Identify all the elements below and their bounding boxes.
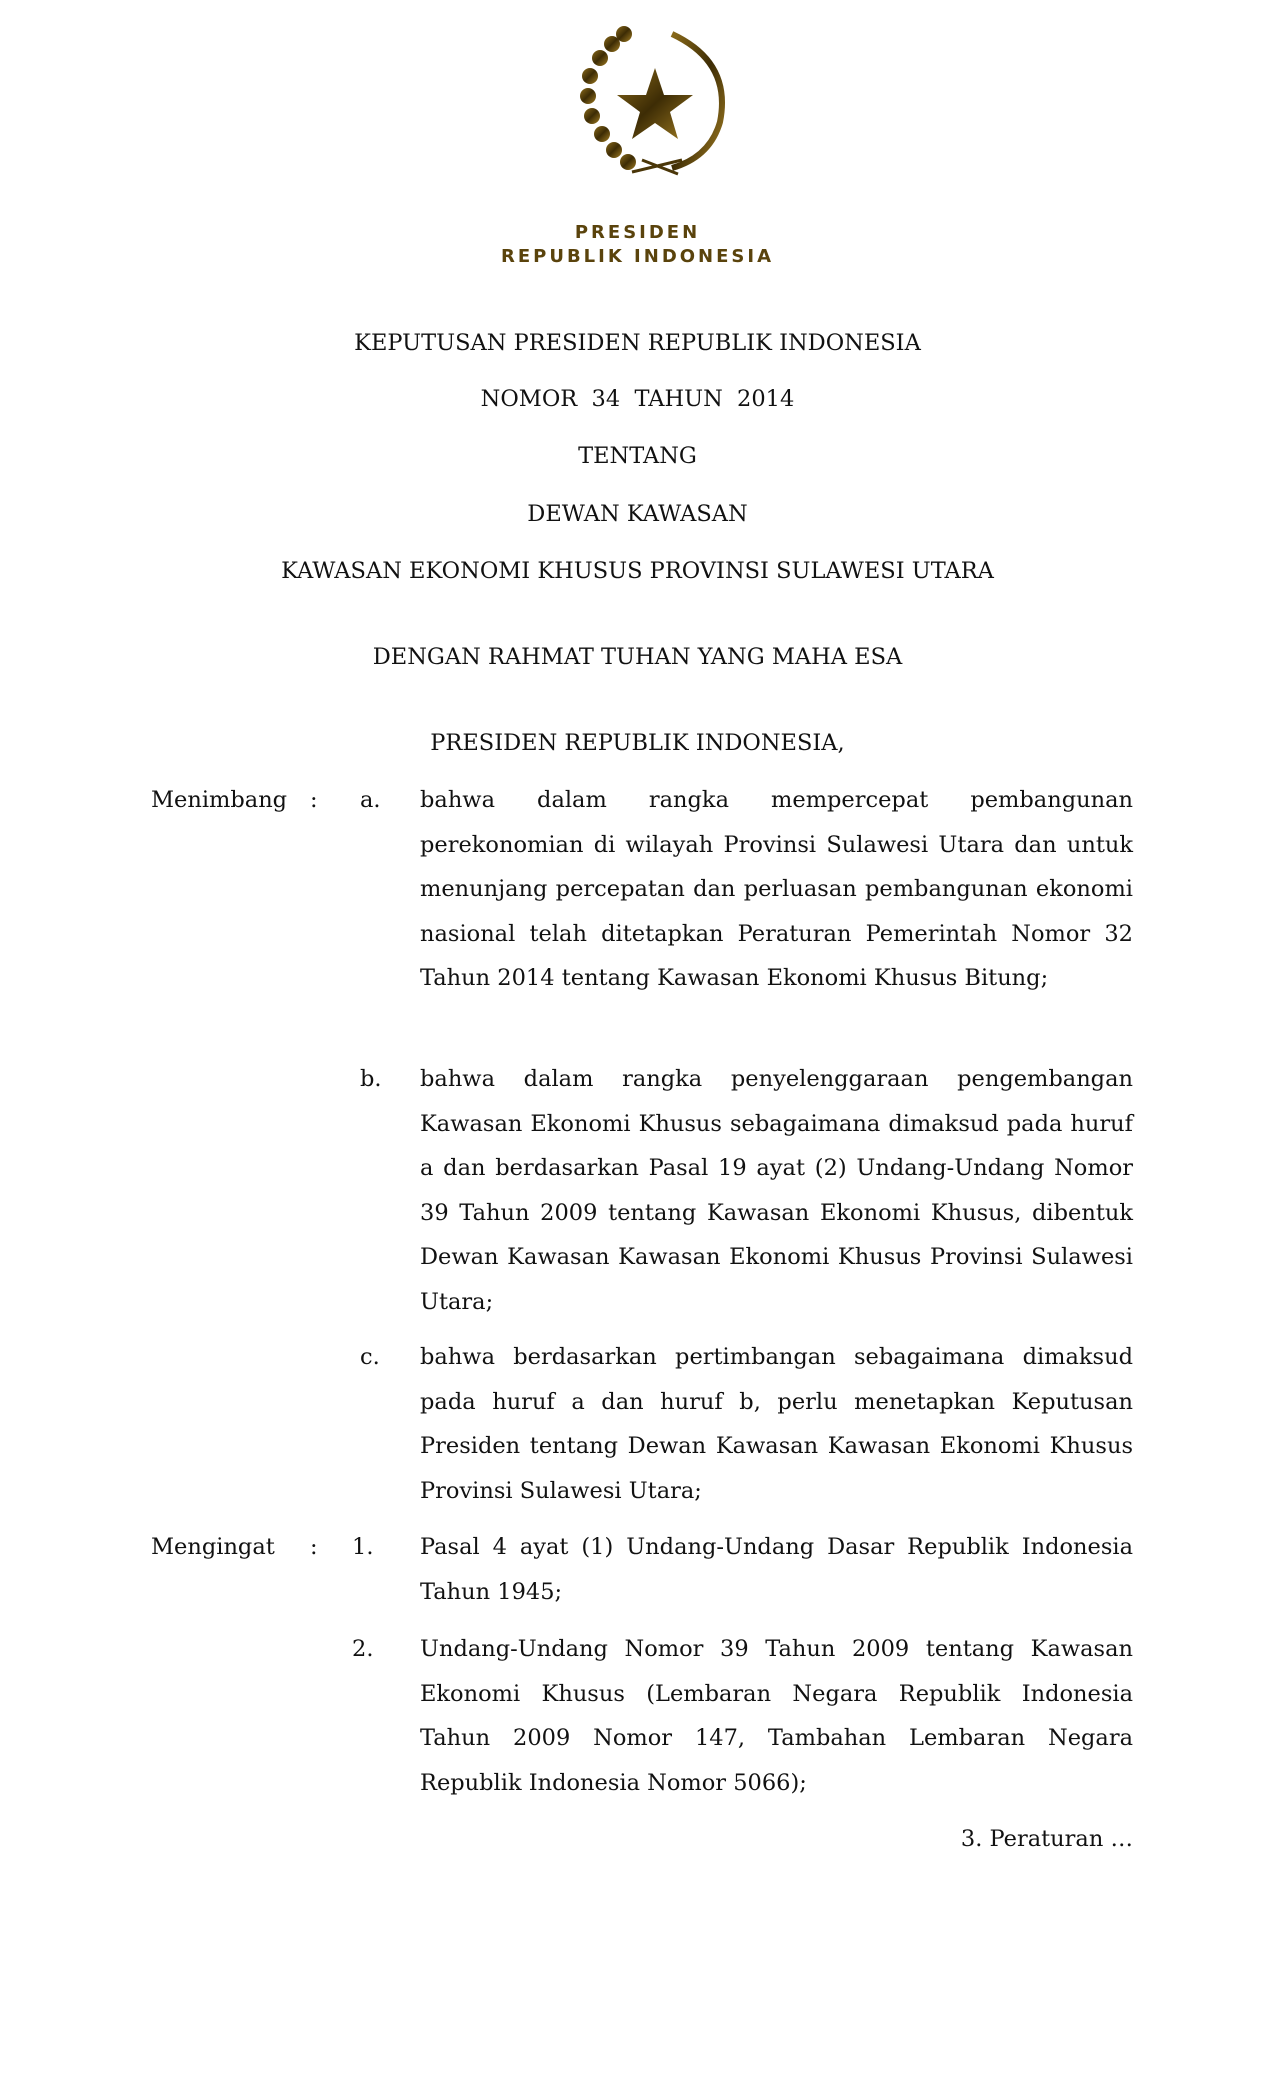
page-continuation: 3. Peraturan … — [960, 1826, 1133, 1852]
menimbang-item-b: bahwa dalam rangka penyelenggaraan pengembangan Kawasan Ekonomi Khusus sebagaimana dimaksud pada huruf a dan berdasarkan Pasal 19 ayat (2) Undang-Undang Nomor 39 Tahun 2009 tentang Kawasan Ekonomi Khusus, dibentuk Dewan Kawasan Kawasan Ekonomi Khusus Provinsi Sulawesi Utara; — [420, 1066, 1133, 1315]
mengingat-label: Mengingat — [151, 1534, 275, 1560]
document-title: KEPUTUSAN PRESIDEN REPUBLIK INDONESIA — [354, 330, 921, 356]
menimbang-colon: : — [310, 787, 318, 813]
star-icon — [617, 68, 693, 139]
tentang-heading: TENTANG — [578, 443, 697, 469]
subject-line2: KAWASAN EKONOMI KHUSUS PROVINSI SULAWESI UTARA — [281, 558, 994, 584]
letterhead-line2: REPUBLIK INDONESIA — [500, 246, 775, 267]
menimbang-item-c: bahwa berdasarkan pertimbangan sebagaimana dimaksud pada huruf a dan huruf b, perlu menetapkan Keputusan Presiden tentang Dewan Kawasan Kawasan Ekonomi Khusus Provinsi Sulawesi Utara; — [420, 1344, 1133, 1504]
letterhead-line1: PRESIDEN — [574, 222, 701, 243]
mengingat-colon: : — [310, 1534, 318, 1560]
mengingat-item-1: Pasal 4 ayat (1) Undang-Undang Dasar Republik Indonesia Tahun 1945; — [420, 1534, 1133, 1605]
preamble: DENGAN RAHMAT TUHAN YANG MAHA ESA — [372, 644, 903, 670]
item-number: b. — [360, 1066, 382, 1092]
item-number: 1. — [352, 1534, 374, 1560]
menimbang-label: Menimbang — [151, 787, 288, 813]
item-number: c. — [360, 1344, 380, 1370]
document-number: NOMOR 34 TAHUN 2014 — [480, 386, 795, 412]
item-number: 2. — [352, 1636, 374, 1662]
menimbang-item-a: bahwa dalam rangka mempercepat pembangunan perekonomian di wilayah Provinsi Sulawesi Utara dan untuk menunjang percepatan dan perluasan pembangunan ekonomi nasional telah ditetapkan Peraturan Pemerintah Nomor 32 Tahun 2014 tentang Kawasan Ekonomi Khusus Bitung; — [420, 787, 1133, 991]
garuda-presidential-emblem — [572, 22, 738, 184]
subject-line1: DEWAN KAWASAN — [527, 501, 748, 527]
item-number: a. — [360, 787, 381, 813]
issuer: PRESIDEN REPUBLIK INDONESIA, — [430, 730, 845, 756]
mengingat-item-2: Undang-Undang Nomor 39 Tahun 2009 tentang Kawasan Ekonomi Khusus (Lembaran Negara Republik Indonesia Tahun 2009 Nomor 147, Tambahan Lembaran Negara Republik Indonesia Nomor 5066); — [420, 1636, 1133, 1796]
